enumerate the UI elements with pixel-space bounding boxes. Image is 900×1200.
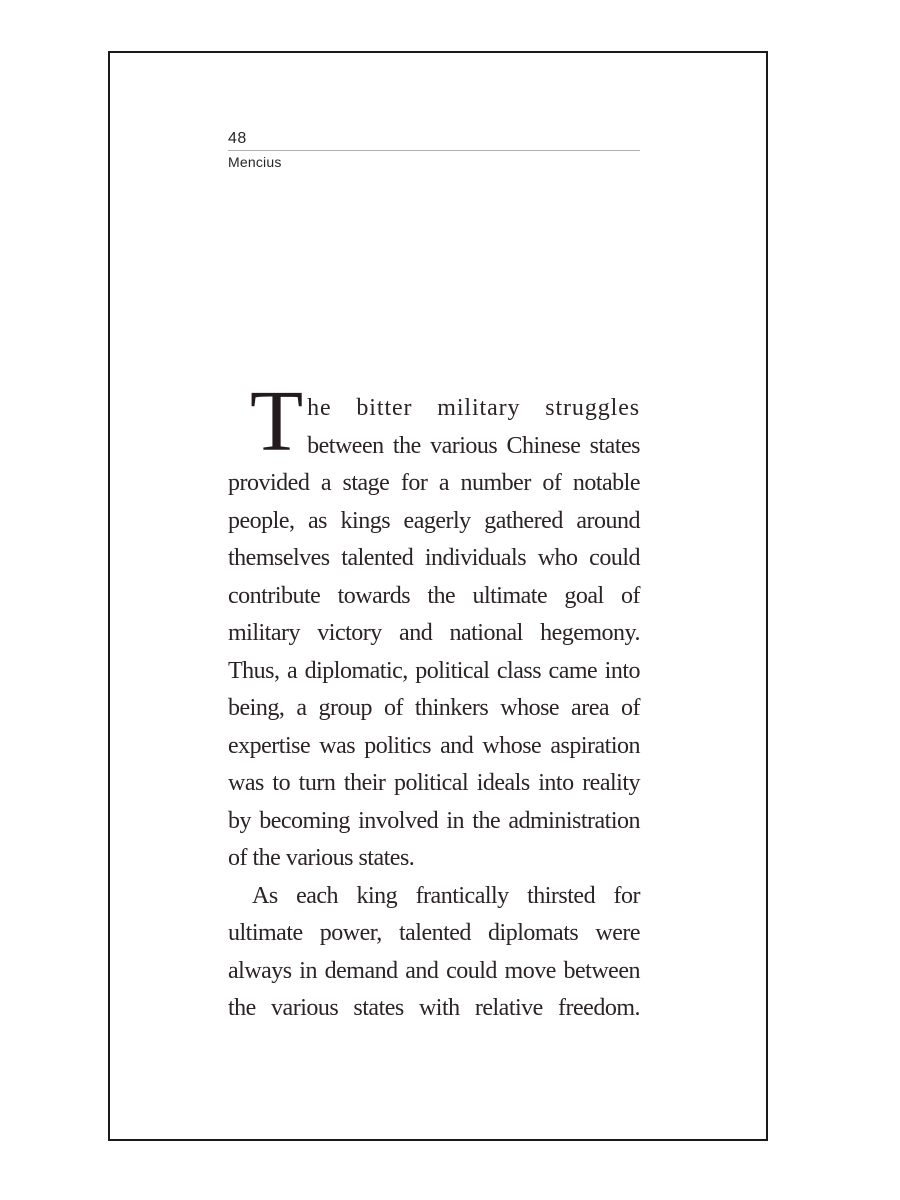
drop-cap: T <box>250 372 304 469</box>
page-number-row <box>228 129 640 151</box>
paragraph-2 <box>228 878 640 1028</box>
text-line: themselves talented individuals who could <box>228 545 640 571</box>
text-line: by becoming involved in the administration <box>228 807 640 834</box>
text-line: Thus, a diplomatic, political class came into <box>228 657 640 684</box>
page-number: 48 <box>228 130 247 147</box>
text-line: was to turn their political ideals into reality <box>228 770 640 796</box>
text-line: expertise was politics and whose aspiration <box>228 732 640 759</box>
text-line: people, as kings eagerly gathered around <box>228 507 640 534</box>
text-line: As each king frantically thirsted for <box>252 882 640 909</box>
text-line: always in demand and could move between <box>228 957 640 984</box>
text-line: of the various states. <box>228 845 415 871</box>
text-line: provided a stage for a number of notable <box>228 470 640 496</box>
text-line: contribute towards the ultimate goal of <box>228 582 640 609</box>
running-header-title: Mencius <box>228 154 282 170</box>
paragraph-1 <box>228 372 640 878</box>
book-page <box>108 51 768 1141</box>
text-line: between the various Chinese states <box>307 432 640 459</box>
body-text <box>228 372 640 1028</box>
text-line: he bitter military struggles <box>307 395 640 421</box>
text-line: being, a group of thinkers whose area of <box>228 695 640 721</box>
running-head <box>228 129 640 171</box>
text-line: military victory and national hegemony. <box>228 620 640 646</box>
text-line: ultimate power, talented diplomats were <box>228 920 640 946</box>
text-line: the various states with relative freedom. <box>228 995 640 1021</box>
